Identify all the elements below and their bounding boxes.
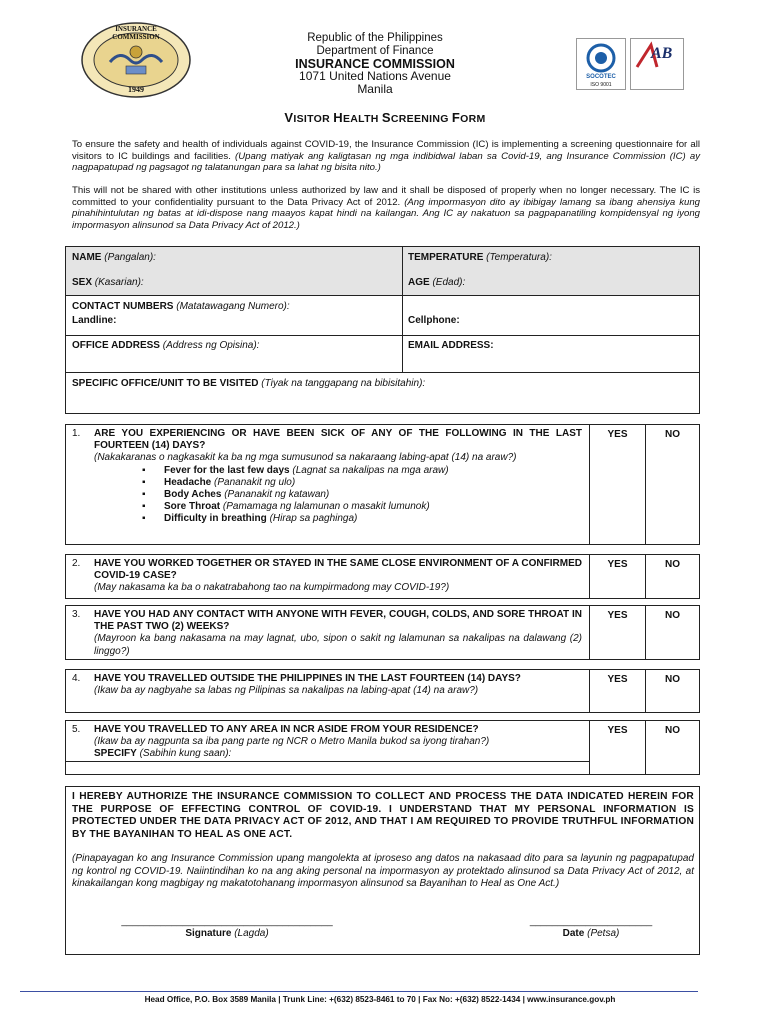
signature-label (112, 928, 342, 939)
symptom-sore-throat (72, 501, 582, 513)
specific-office-field[interactable] (72, 378, 425, 390)
q2-question: HAVE YOU WORKED TOGETHER OR STAYED IN THE SAME CLOSE ENVIRONMENT OF A CONFIRMED COVID-19 CASE? (94, 558, 582, 582)
footer-contact: Head Office, P.O. Box 3589 Manila | Trunk Line: +(632) 8523-8461 to 70 | Fax No: +(632) 8522-1434 | www.insurance.gov.ph (144, 995, 616, 1004)
intro-paragraph-1 (72, 139, 700, 174)
q5-specify-tl: (Sabihin kung saan): (139, 748, 232, 760)
sex-label-tl: (Kasarian): (94, 277, 144, 288)
row-divider (66, 372, 699, 373)
cellphone-label: Cellphone: (408, 315, 460, 326)
name-label: NAME (72, 252, 102, 263)
footer-rule (20, 991, 698, 992)
symptom-body-aches (72, 489, 582, 501)
iso-label: ISO 9001 (590, 82, 612, 88)
q4-number: 4. (72, 673, 81, 684)
q2-yes-box[interactable]: YES (589, 555, 645, 598)
q3-question: HAVE YOU HAD ANY CONTACT WITH ANYONE WITH FEVER, COUGH, COLDS, AND SORE THROAT IN THE PAST TWO (2) WEEKS? (94, 609, 582, 633)
landline-label: Landline: (72, 315, 117, 326)
q5-question: HAVE YOU TRAVELLED TO ANY AREA IN NCR ASIDE FROM YOUR RESIDENCE? (94, 724, 479, 735)
symptom-sore-throat-label: Sore Throat (164, 501, 221, 513)
row-shade-2 (66, 272, 699, 295)
q5-no-box[interactable]: NO (645, 721, 699, 774)
consent-box (65, 786, 700, 955)
q1-no-box[interactable]: NO (645, 425, 699, 544)
sex-field[interactable] (72, 277, 144, 289)
bullet-icon: ▪ (142, 513, 146, 525)
temperature-label: TEMPERATURE (408, 252, 484, 263)
question-3 (65, 605, 700, 660)
row-divider (66, 295, 699, 296)
intro-p2-text: This will not be shared with other institutions unless authorized by law and it shall be disposed of properly when no longer necessary. The IC is committed to your confidentiality pursuant to the Data Privacy Act of 2012. (72, 185, 700, 208)
question-3-text (72, 609, 582, 658)
intro-paragraph-2 (72, 185, 700, 231)
question-2 (65, 554, 700, 599)
bullet-icon: ▪ (142, 476, 146, 488)
symptom-body-aches-tl: (Pananakit ng katawan) (224, 489, 330, 501)
bullet-icon: ▪ (142, 464, 146, 476)
symptom-fever-tl: (Lagnat sa nakalipas na mga araw) (292, 464, 449, 476)
q4-question: HAVE YOU TRAVELLED OUTSIDE THE PHILIPPINES IN THE LAST FOURTEEN (14) DAYS? (94, 673, 521, 684)
symptom-fever (72, 465, 582, 477)
symptom-fever-label: Fever for the last few days (164, 464, 290, 476)
title-ealth: EALTH (342, 113, 382, 125)
email-field[interactable] (408, 340, 494, 352)
q3-no-box[interactable]: NO (645, 606, 699, 659)
symptom-breathing (72, 513, 582, 525)
q5-yes-box[interactable]: YES (589, 721, 645, 774)
date-line[interactable]: ______________________ (529, 916, 653, 927)
title-s: S (381, 110, 391, 125)
symptom-headache-label: Headache (164, 476, 212, 488)
question-5-text (72, 724, 582, 761)
q1-question: ARE YOU EXPERIENCING OR HAVE BEEN SICK OF ANY OF THE FOLLOWING IN THE LAST FOURTEEN (14) DAYS? (94, 428, 582, 452)
org-name: INSURANCE COMMISSION (295, 56, 455, 71)
consent-translation: (Pinapayagan ko ang Insurance Commission upang mangolekta at iproseso ang datos na nakasaad dito para sa layunin ng pagpapatupad ng kontrol ng COVID-19. Naiintindihan ko na ang aking personal na impormasyon ay protektado alinsunod sa Data Privacy Act of 2012, at kinakailangan kong magbigay ng makatotohanang impormasyon alinsunod sa Bayanihan to Heal as One Act.) (72, 853, 694, 889)
temperature-label-tl: (Temperatura): (486, 252, 552, 263)
landline-field[interactable] (72, 315, 116, 327)
seal-text: INSURANCE COMMISSION (112, 25, 160, 41)
title-f: F (451, 110, 461, 125)
title-v: V (284, 110, 294, 125)
office-address-label: OFFICE ADDRESS (72, 340, 160, 351)
title-orm: ORM (460, 113, 486, 125)
signature-label-text: Signature (185, 928, 232, 939)
title-creening: CREENING (390, 113, 452, 125)
department-line: Department of Finance (316, 44, 434, 57)
republic-line: Republic of the Philippines (307, 32, 443, 44)
office-address-label-tl: (Address ng Opisina): (162, 340, 260, 351)
name-field[interactable] (72, 252, 156, 264)
specific-office-label-tl: (Tiyak na tanggapang na bibisitahin): (261, 378, 426, 389)
letterhead (250, 32, 500, 96)
temperature-field[interactable] (408, 252, 552, 264)
cellphone-field[interactable] (408, 315, 460, 327)
visitor-info-table (65, 246, 700, 414)
question-2-text (72, 558, 582, 595)
bullet-icon: ▪ (142, 501, 146, 513)
symptom-list (72, 465, 582, 526)
form-title (0, 110, 770, 125)
office-address-field[interactable] (72, 340, 259, 352)
ab-label: AB (651, 45, 673, 62)
row-divider (66, 335, 699, 336)
symptom-breathing-tl: (Hirap sa paghinga) (269, 513, 358, 525)
q3-number: 3. (72, 609, 81, 620)
address-line-1: 1071 United Nations Avenue (299, 69, 451, 84)
question-5 (65, 720, 700, 775)
question-1 (65, 424, 700, 545)
intro-p2-translation: (Ang impormasyon dito ay ibibigay lamang sa ibang ahensiya kung pinahihintulutan ng batas at idi-dispose nang maayos kapat hindi na kailangan. Ang IC ay nakatuon sa pagpapanatiling kompidensyal ng iyong impormasyon alinsunod sa Data Privacy Act of 2012.) (72, 196, 700, 231)
contact-label-tl: (Matatawagang Numero): (176, 301, 290, 312)
email-label: EMAIL ADDRESS: (408, 340, 494, 351)
contact-numbers-heading (72, 301, 290, 313)
q5-translation: (Ikaw ba ay nagpunta sa iba pang parte ng NCR o Metro Manila bukod sa iyong tirahan?) (94, 736, 490, 748)
column-divider (402, 247, 403, 372)
contact-label: CONTACT NUMBERS (72, 301, 174, 312)
q5-number: 5. (72, 724, 81, 735)
symptom-sore-throat-tl: (Pamamaga ng lalamunan o masakit lumunok) (222, 501, 430, 513)
q3-translation: (Mayroon ka bang nakasama na may lagnat, ubo, sipon o sakit ng lalamunan sa nakalipas na dalawang (2) linggo?) (94, 633, 582, 657)
intro-p1-text: To ensure the safety and health of individuals against COVID-19, the Insurance Commission (IC) is implementing a screening questionnaire for all visitors to IC buildings and facilities. (72, 139, 700, 162)
q4-no-box[interactable]: NO (645, 670, 699, 712)
age-field[interactable] (408, 277, 465, 289)
ab-logo (630, 38, 684, 90)
intro-p1-translation: (Upang matiyak ang kaligtasan ng mga indibidwal laban sa Covid-19, ang Insurance Commission (IC) ay nagpapatupad ng pagsagot ng talatanungan para sa lahat ng bisita nito.) (72, 150, 700, 174)
socotec-logo (576, 38, 626, 90)
question-1-text (72, 428, 582, 526)
symptom-body-aches-label: Body Aches (164, 489, 222, 501)
q5-divider (66, 761, 589, 762)
q5-specify-label: SPECIFY (94, 748, 137, 760)
consent-statement: I HEREBY AUTHORIZE THE INSURANCE COMMISSION TO COLLECT AND PROCESS THE DATA INDICATED HEREIN FOR THE PURPOSE OF EFFECTING CONTROL OF COVID-19. I UNDERSTAND THAT MY PERSONAL INFORMATION IS PROTECTED UNDER THE DATA PRIVACY ACT OF 2012, AND THAT I AM REQUIRED TO PROVIDE TRUTHFUL INFORMATION BY THE BAYANIHAN TO HEAL AS ONE ACT. (72, 791, 694, 840)
date-label (521, 928, 661, 939)
bullet-icon: ▪ (142, 489, 146, 501)
q2-no-box[interactable]: NO (645, 555, 699, 598)
q1-yes-box[interactable]: YES (589, 425, 645, 544)
symptom-headache-tl: (Pananakit ng ulo) (214, 476, 296, 488)
title-h: H (333, 110, 343, 125)
row-shade-1 (66, 247, 699, 272)
q3-yes-box[interactable]: YES (589, 606, 645, 659)
question-4 (65, 669, 700, 713)
symptom-headache (72, 477, 582, 489)
name-label-tl: (Pangalan): (104, 252, 156, 263)
address-line-2: Manila (357, 82, 393, 97)
q5-specify-field[interactable] (72, 748, 582, 760)
seal-year: 1949 (128, 85, 144, 94)
date-label-text: Date (562, 928, 585, 939)
q4-translation: (Ikaw ba ay nagbyahe sa labas ng Pilipinas sa nakalipas na labing-apat (14) na araw?) (94, 685, 479, 697)
signature-label-tl: (Lagda) (234, 928, 269, 939)
age-label: AGE (408, 277, 430, 288)
symptom-breathing-label: Difficulty in breathing (164, 513, 267, 525)
date-label-tl: (Petsa) (587, 928, 620, 939)
q4-yes-box[interactable]: YES (589, 670, 645, 712)
specific-office-label: SPECIFIC OFFICE/UNIT TO BE VISITED (72, 378, 259, 389)
q1-translation: (Nakakaranas o nagkasakit ka ba ng mga sumusunod sa nakaraang labing-apat (14) na araw?) (94, 452, 517, 464)
sex-label: SEX (72, 277, 93, 288)
title-isitor: ISITOR (293, 113, 334, 125)
q1-number: 1. (72, 428, 81, 439)
socotec-label: SOCOTEC (586, 74, 616, 80)
age-label-tl: (Edad): (432, 277, 466, 288)
question-4-text (72, 673, 582, 697)
q2-translation: (May nakasama ka ba o nakatrabahong tao na kumpirmadong may COVID-19?) (94, 582, 450, 594)
insurance-commission-seal (80, 22, 192, 98)
signature-line[interactable]: ______________________________________ (121, 916, 333, 927)
q2-number: 2. (72, 558, 81, 569)
